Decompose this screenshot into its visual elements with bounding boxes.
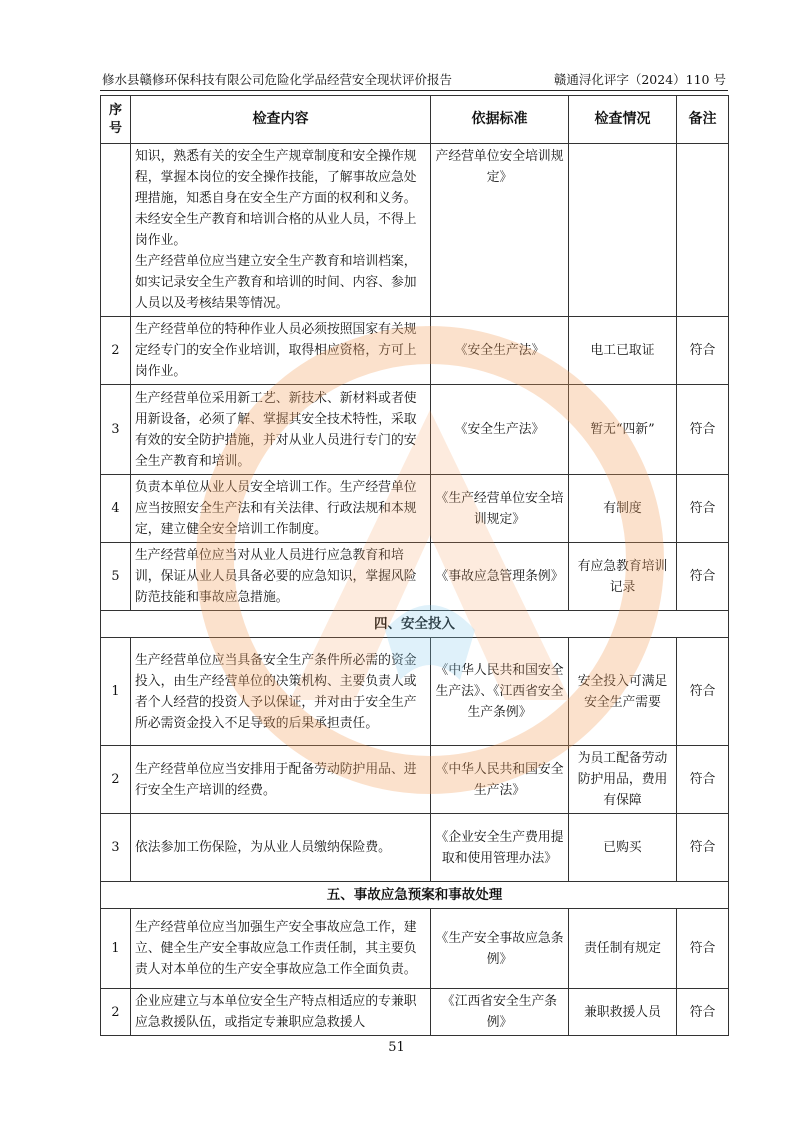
row-remark: 符合: [677, 475, 729, 543]
row-remark: 符合: [677, 909, 729, 989]
row-basis: 《江西省安全生产条例》: [431, 989, 569, 1036]
row-no: 3: [101, 814, 131, 882]
table-row: [101, 144, 729, 317]
row-content: [131, 144, 431, 317]
row-no: 2: [101, 746, 131, 814]
row-basis: 《安全生产法》: [431, 385, 569, 475]
table-row: [101, 385, 729, 475]
row-content: 生产经营单位的特种作业人员必须按照国家有关规定经专门的安全作业培训，取得相应资格，方可上岗作业。: [131, 317, 431, 385]
row-status: 有应急教育培训记录: [569, 543, 677, 611]
row-status: 兼职救援人员: [569, 989, 677, 1036]
col-status: 检查情况: [569, 96, 677, 144]
section-title: 四、安全投入: [101, 611, 729, 638]
row-status: 电工已取证: [569, 317, 677, 385]
row-content: 生产经营单位应当加强生产安全事故应急工作，建立、健全生产安全事故应急工作责任制，其主要负责人对本单位的生产安全事故应急工作全面负责。: [131, 909, 431, 989]
row-remark: 符合: [677, 814, 729, 882]
table-header-row: [101, 96, 729, 144]
table-row: [101, 989, 729, 1036]
col-basis: 依据标准: [431, 96, 569, 144]
page-number: 51: [388, 1040, 405, 1055]
row-basis: 《事故应急管理条例》: [431, 543, 569, 611]
col-content: 检查内容: [131, 96, 431, 144]
row-status: 为员工配备劳动防护用品，费用有保障: [569, 746, 677, 814]
row-content: 生产经营单位应当具备安全生产条件所必需的资金投入，由生产经营单位的决策机构、主要负责人或者个人经营的投资人予以保证，并对由于安全生产所必需资金投入不足导致的后果承担责任。: [131, 638, 431, 746]
section-title: 五、事故应急预案和事故处理: [101, 882, 729, 909]
row-remark: 符合: [677, 317, 729, 385]
row-content: 企业应建立与本单位安全生产特点相适应的专兼职应急救援队伍，或指定专兼职应急救援人: [131, 989, 431, 1036]
row-remark: 符合: [677, 385, 729, 475]
row-basis: 《生产安全事故应急条例》: [431, 909, 569, 989]
row-content: 依法参加工伤保险，为从业人员缴纳保险费。: [131, 814, 431, 882]
row-remark: 符合: [677, 543, 729, 611]
row-no: 3: [101, 385, 131, 475]
row-remark: [677, 144, 729, 317]
row-status: 有制度: [569, 475, 677, 543]
content-paragraph: 生产经营单位应当建立安全生产教育和培训档案，如实记录安全生产教育和培训的时间、内容、参加人员以及考核结果等情况。: [135, 254, 417, 311]
table-row: [101, 746, 729, 814]
row-remark: 符合: [677, 989, 729, 1036]
row-remark: 符合: [677, 638, 729, 746]
page-header: [100, 68, 728, 91]
row-no: [101, 144, 131, 317]
row-no: 2: [101, 317, 131, 385]
row-content: 生产经营单位应当安排用于配备劳动防护用品、进行安全生产培训的经费。: [131, 746, 431, 814]
row-no: 4: [101, 475, 131, 543]
section-header-row: [101, 611, 729, 638]
row-basis: 《生产经营单位安全培训规定》: [431, 475, 569, 543]
table-row: [101, 909, 729, 989]
section-header-row: [101, 882, 729, 909]
report-number: 赣通浔化评字（2024）110 号: [553, 72, 726, 87]
row-basis: 《中华人民共和国安全生产法》: [431, 746, 569, 814]
col-seq: 序号: [101, 96, 131, 144]
row-basis: 产经营单位安全培训规定》: [431, 144, 569, 317]
row-content: 负责本单位从业人员安全培训工作。生产经营单位应当按照安全生产法和有关法律、行政法规和本规定，建立健全安全培训工作制度。: [131, 475, 431, 543]
table-row: [101, 638, 729, 746]
row-no: 5: [101, 543, 131, 611]
row-status: 责任制有规定: [569, 909, 677, 989]
row-content: 生产经营单位应当对从业人员进行应急教育和培训，保证从业人员具备必要的应急知识，掌握风险防范技能和事故应急措施。: [131, 543, 431, 611]
row-no: 2: [101, 989, 131, 1036]
table-row: [101, 317, 729, 385]
row-status: 暂无“四新”: [569, 385, 677, 475]
row-no: 1: [101, 638, 131, 746]
row-content: 生产经营单位采用新工艺、新技术、新材料或者使用新设备，必须了解、掌握其安全技术特性，采取有效的安全防护措施，并对从业人员进行专门的安全生产教育和培训。: [131, 385, 431, 475]
row-no: 1: [101, 909, 131, 989]
table-row: [101, 543, 729, 611]
row-status: 安全投入可满足安全生产需要: [569, 638, 677, 746]
row-remark: 符合: [677, 746, 729, 814]
row-status: [569, 144, 677, 317]
table-row: [101, 475, 729, 543]
inspection-table: [100, 95, 729, 1036]
col-remark: 备注: [677, 96, 729, 144]
row-basis: 《中华人民共和国安全生产法》、《江西省安全生产条例》: [431, 638, 569, 746]
table-row: [101, 814, 729, 882]
content-paragraph: 知识，熟悉有关的安全生产规章制度和安全操作规程，掌握本岗位的安全操作技能，了解事故应急处理措施，知悉自身在安全生产方面的权利和义务。未经安全生产教育和培训合格的从业人员，不得上岗作业。: [135, 149, 417, 248]
row-status: 已购买: [569, 814, 677, 882]
row-basis: 《企业安全生产费用提取和使用管理办法》: [431, 814, 569, 882]
row-basis: 《安全生产法》: [431, 317, 569, 385]
report-title: 修水县赣修环保科技有限公司危险化学品经营安全现状评价报告: [102, 72, 453, 87]
